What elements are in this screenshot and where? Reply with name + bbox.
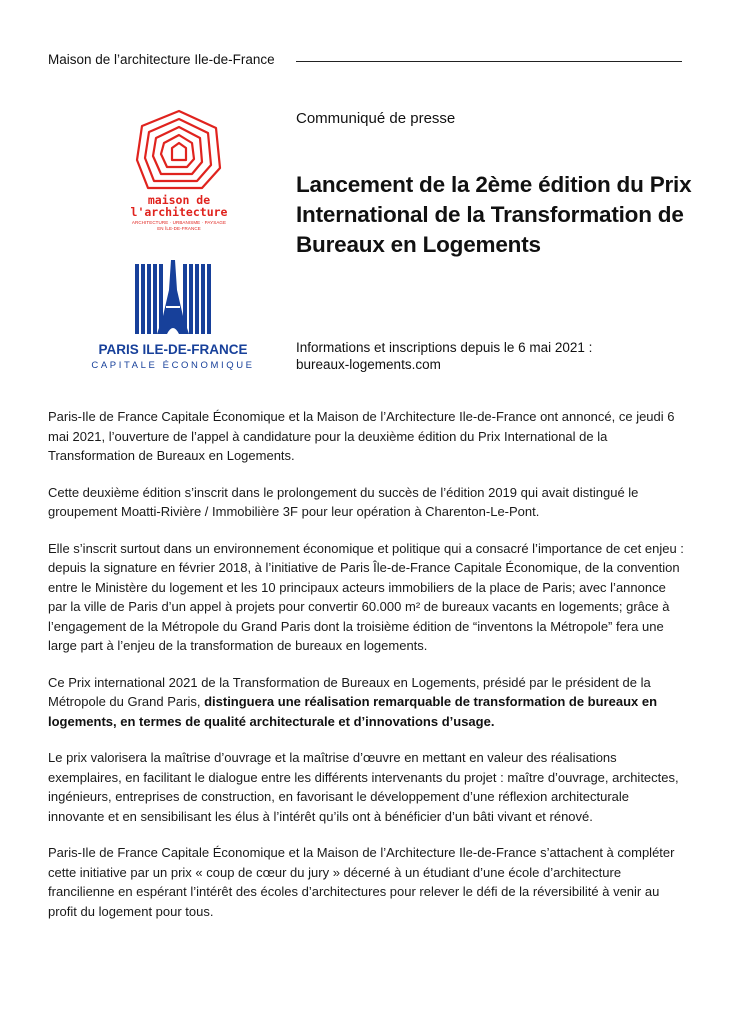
maison-logo-tagline [120,220,238,232]
house-outline-logo-icon [134,108,224,192]
paris-logo-tagline: CAPITALE ÉCONOMIQUE [91,360,255,371]
paragraph-1: Paris-Ile de France Capitale Économique et la Maison de l’Architecture Ile-de-France ont annoncé, ce jeudi 6 mai 2021, l’ouverture de l’appel à candidature pour la deuxième édition du Prix International de la Transformation de Bureaux en Logements. [48,409,675,463]
eiffel-tower-logo-icon [133,260,213,336]
maison-logo-name-line1: maison de [147,193,211,207]
maison-logo-name [114,194,244,218]
info-line: Informations et inscriptions depuis le 6 mai 2021 : [296,340,593,355]
paragraph-4 [48,673,688,732]
body-text [48,407,688,938]
paragraph-4-text: Ce Prix international 2021 de la Transformation de Bureaux en Logements, présidé par le président de la Métropole du Grand Paris, [48,674,651,709]
page-title: Lancement de la 2ème édition du Prix International de la Transformation de Bureaux en Logements [296,172,692,257]
paragraph-3: Elle s’inscrit surtout dans un environnement économique et politique qui a consacré l’importance de cet enjeu : depuis la signature en février 2018, à l’initiative de Paris Île-de-France Capitale Économique, de la convention entre le Ministère du logement et les 10 principaux acteurs immobiliers de la place de Paris; avec l’annonce par la ville de Paris d’un appel à projets pour convertir 60.000 m² de bureaux vacants en logements; grâce à l’engagement de la Métropole du Grand Paris dont la troisième édition de “inventons la Métropole” fera une large part à l’enjeu de la transformation de bureaux en logements. [48,540,684,653]
maison-architecture-logo [114,108,244,253]
paragraph-2: Cette deuxième édition s’inscrit dans le prolongement du succès de l’édition 2019 qui avait distingué le groupement Moatti-Rivière / Immobilière 3F pour leur opération à Charenton-Le-Pont. [48,484,639,519]
press-release-label: Communiqué de presse [296,110,456,127]
maison-logo-name-line2: l'architecture [130,205,228,219]
info-block [296,339,656,373]
paragraph-4-highlight: distinguera une réalisation remarquable de transformation de bureaux en logements, en termes de qualité architecturale et d’innovations d’usage. [48,694,658,729]
paris-logo-name: PARIS ILE-DE-FRANCE [98,342,248,357]
website-link[interactable]: bureaux-logements.com [296,357,441,372]
paragraph-5: Le prix valorisera la maîtrise d’ouvrage et la maîtrise d’œuvre en mettant en valeur des réalisations exemplaires, en facilitant le dialogue entre les différents intervenants du projet : maître d’ouvrage, architectes, ingénieurs, entreprises de construction, en favorisant le développement d’une réflexion architecturale innovante et en sensibilisant les élus à l’intérêt qu’ils ont à bénéficier d’un bâti vivant et rénové. [48,750,679,824]
paragraph-6: Paris-Ile de France Capitale Économique et la Maison de l’Architecture Ile-de-France s’attachent à compléter cette initiative par un prix « coup de cœur du jury » décerné à un étudiant d’une école d’architecture francilienne en espérant l’intérêt des écoles d’architectures pour relever le défi de la réversibilité à venir au profit du logement pour tous. [48,845,675,919]
maison-logo-tagline-line2: EN ÎLE-DE-FRANCE [157,226,201,231]
header-rule [296,61,682,62]
paris-idf-logo [88,260,258,380]
maison-logo-tagline-line1: ARCHITECTURE · URBANISME · PAYSAGE [131,220,227,225]
header-organization: Maison de l’architecture Ile-de-France [48,52,275,67]
